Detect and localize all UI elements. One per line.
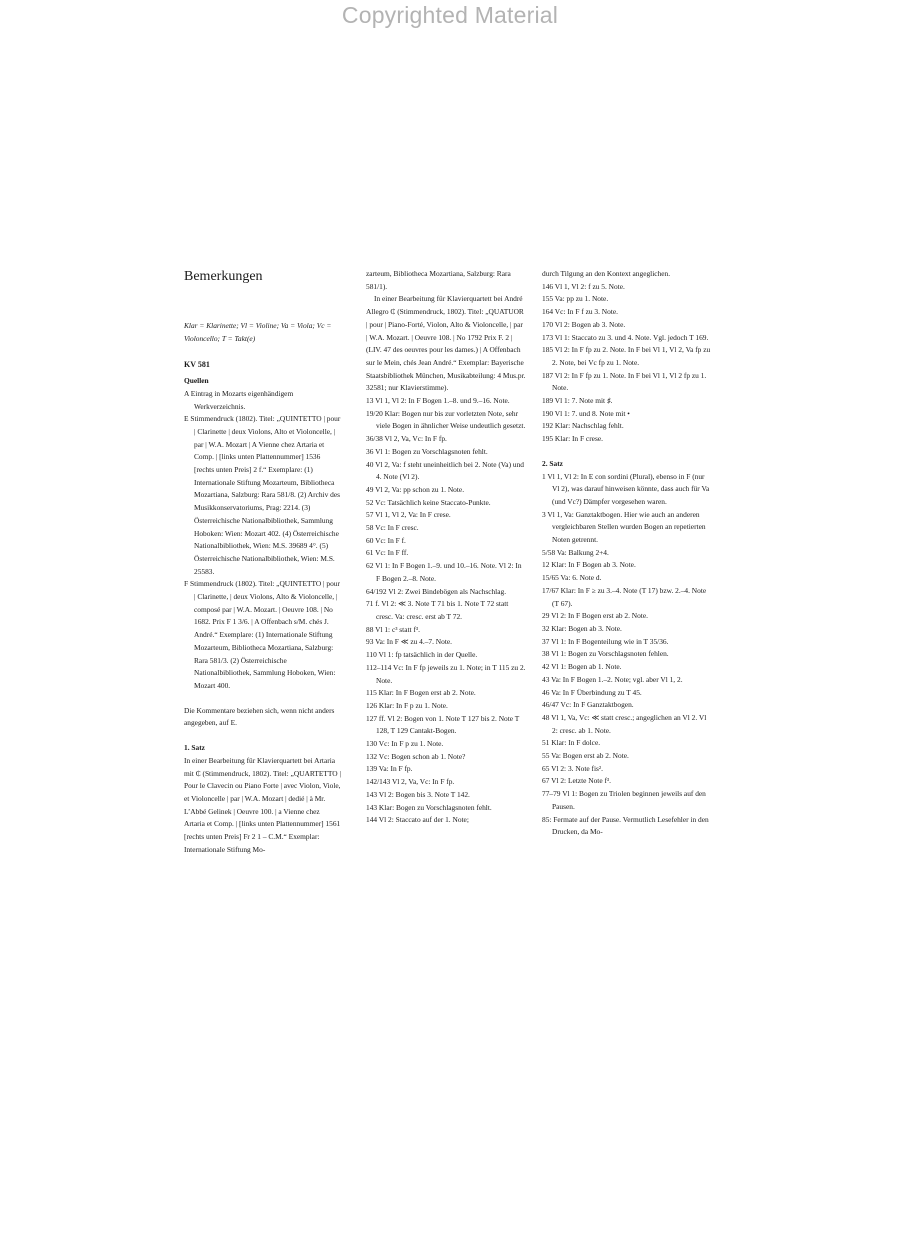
annotation-item: 57 Vl 1, Vl 2, Va: In F crese. xyxy=(366,510,451,520)
column-3 xyxy=(542,268,712,839)
annotation-item: 173 Vl 1: Staccato zu 3. und 4. Note. Vgl. jedoch T 169. xyxy=(542,332,709,342)
annotation-item: 155 Va: pp zu 1. Note. xyxy=(542,294,609,304)
annotation-item: 43 Va: In F Bogen 1.–2. Note; vgl. aber Vl 1, 2. xyxy=(542,674,683,684)
source-e: E Stimmendruck (1802). Titel: „QUINTETTO | pour | Clarinette | deux Violons, Alto et Violoncelle, | par | W.A. Mozart | A Vienne chez Artaria et Comp. | [links unten Plattennummer] 1536 [rechts unten Preis] 2 f.“ Exemplare: (1) Internationale Stiftung Mozarteum, Bibliotheca Mozartiana, Salzburg: Rara 581/8. (2) Archiv des Musikkonservatoriums, Prag: 2214. (3) Österreichische Nationalbibliothek, Sammlung Hoboken: Wien: Mozart 402. (4) Österreichische Nationalbibliothek, Wien: M.S. 39689 4°. (5) Österreichische Nationalbibliothek, Wien: M.S. 25583. xyxy=(184,414,341,576)
satz1-text: In einer Bearbeitung für Klavierquartett bei Artaria mit ₵ (Stimmendruck, 1802). Titel: „QUARTETTO | Pour le Clavecin ou Piano Forte | avec Violon, Viole, et Violoncelle | par | W.A. Mozart | dedié | à Mr. L’Abbé Gelinek | Oeuvre 100. | a Vienne chez Artaria et Comp. | [links unten Plattennummer] 1561 [rechts unten Preis] Fr 2 1 – C.M.“ Exemplar: Internationale Stiftung Mo- xyxy=(184,755,341,854)
annotation-item: 36/38 Vl 2, Va, Vc: In F fp. xyxy=(366,434,447,444)
column-1 xyxy=(184,268,342,856)
annotation-item: 1 Vl 1, Vl 2: In E con sordini (Plural), ebenso in F (nur Vl 2), was darauf hinweisen könnte, dass auch für Va (und Vc?) Dämpfer vorgesehen waren. xyxy=(542,471,710,506)
work-number: KV 581 xyxy=(184,360,210,370)
annotation-item: 115 Klar: In F Bogen erst ab 2. Note. xyxy=(366,688,476,698)
annotation-item: 143 Vl 2: Bogen bis 3. Note T 142. xyxy=(366,789,470,799)
annotation-item: 13 Vl 1, Vl 2: In F Bogen 1.–8. und 9.–16. Note. xyxy=(366,396,510,406)
sources-title: Quellen xyxy=(184,376,209,386)
source-f: F Stimmendruck (1802). Titel: „QUINTETTO | pour | Clarinette, | deux Violons, Alto & Violoncelle, | composé par | W.A. Mozart. | Oeuvre 108. | No 1682. Prix F 1 3/6. | A Offenbach s/M. chés J. André.“ Exemplare: (1) Internationale Stiftung Mozarteum, Bibliotheca Mozartiana, Salzburg: Rara 581/3. (2) Österreichische Nationalbibliothek, Sammlung Hoboken, Wien: Mozart 400. xyxy=(184,579,340,690)
annotation-item: 32 Klar: Bogen ab 3. Note. xyxy=(542,623,622,633)
annotation-item: 48 Vl 1, Va, Vc: ≪ statt cresc.; angeglichen an Vl 2. Vl 2: cresc. ab 1. Note. xyxy=(542,712,707,735)
annotation-list xyxy=(366,395,526,827)
annotation-item: 12 Klar: In F Bogen ab 3. Note. xyxy=(542,560,636,570)
annotation-item: 5/58 Va: Balkung 2+4. xyxy=(542,547,609,557)
annotation-item: 190 Vl 1: 7. und 8. Note mit • xyxy=(542,408,630,418)
annotation-item: 189 Vl 1: 7. Note mit ♯. xyxy=(542,396,613,406)
annotation-item: 143 Klar: Bogen zu Vorschlagsnoten fehlt. xyxy=(366,802,492,812)
annotation-item: 46/47 Vc: In F Ganztaktbogen. xyxy=(542,700,634,710)
annotation-item: 185 Vl 2: In F fp zu 2. Note. In F bei Vl 1, Vl 2, Va fp zu 2. Note, bei Vc fp zu 1. Note. xyxy=(542,345,711,367)
annotation-item: 62 Vl 1: In F Bogen 1.–9. und 10.–16. Note. Vl 2: In F Bogen 2.–8. Note. xyxy=(366,561,522,583)
watermark: Copyrighted Material xyxy=(341,2,559,28)
annotation-item: 93 Va: In F ≪ zu 4.–7. Note. xyxy=(366,637,453,647)
annotation-item: 195 Klar: In F crese. xyxy=(542,434,603,444)
annotation-item: 164 Vc: In F f zu 3. Note. xyxy=(542,307,619,317)
annotation-item: 52 Vc: Tatsächlich keine Staccato-Punkte. xyxy=(366,497,491,507)
annotation-item: 67 Vl 2: Letzte Note f³. xyxy=(542,776,611,786)
paragraph: In einer Bearbeitung für Klavierquartett bei André Allegro ₵ (Stimmendruck, 1802). Titel: „QUATUOR | pour | Piano-Forté, Violon, Alto & Violoncelle, | par | W.A. Mozart. | Oeuvre 108. | No 1792 Prix F. 2 | (LIV. 47 des oeuvres pour les dames.) | A Offenbach sur le Mein, chés Jean André.“ Exemplar: Bayerische Staatsbibliothek München, Musikabteilung: 4 Mus.pr. 32581; nur Klavierstimme). xyxy=(366,294,526,393)
annotation-item: 58 Vc: In F cresc. xyxy=(366,523,419,533)
paragraph: durch Tilgung an den Kontext angeglichen. xyxy=(542,269,671,278)
annotation-item: 192 Klar: Nachschlag fehlt. xyxy=(542,421,624,431)
annotation-item: 127 ff. Vl 2: Bogen von 1. Note T 127 bis 2. Note T 128, T 129 Cantakt-Bogen. xyxy=(366,713,520,736)
annotation-item: 37 Vl 1: In F Bogenteilung wie in T 35/36. xyxy=(542,636,669,646)
satz2-title: 2. Satz xyxy=(542,458,563,468)
annotation-item: 142/143 Vl 2, Va, Vc: In F fp. xyxy=(366,777,455,787)
annotation-item: 36 Vl 1: Bogen zu Vorschlagsnoten fehlt. xyxy=(366,446,488,456)
annotation-item: 170 Vl 2: Bogen ab 3. Note. xyxy=(542,319,626,329)
annotation-item: 61 Vc: In F ff. xyxy=(366,548,409,558)
annotation-item: 19/20 Klar: Bogen nur bis zur vorletzten Note, sehr viele Bogen in ähnlicher Weise undeutlich gesetzt. xyxy=(366,408,526,431)
annotation-item: 46 Va: In F Überbindung zu T 45. xyxy=(542,687,642,697)
annotation-item: 130 Vc: In F p zu 1. Note. xyxy=(366,739,444,749)
annotation-item: 40 Vl 2, Va: f steht uneinheitlich bei 2. Note (Va) und 4. Note (Vl 2). xyxy=(366,459,524,482)
annotation-item: 51 Klar: In F dolce. xyxy=(542,738,601,748)
annotation-item: 71 f. Vl 2: ≪ 3. Note T 71 bis 1. Note T 72 statt cresc. Va: cresc. erst ab T 72. xyxy=(366,599,509,621)
annotation-item: 77–79 Vl 1: Bogen zu Triolen beginnen jeweils auf den Pausen. xyxy=(542,789,706,811)
annotation-item: 144 Vl 2: Staccato auf der 1. Note; xyxy=(366,815,469,825)
annotation-item: 55 Va: Bogen erst ab 2. Note. xyxy=(542,751,629,761)
annotation-item: 132 Vc: Bogen schon ab 1. Note? xyxy=(366,751,466,761)
annotation-item: 110 Vl 1: fp tatsächlich in der Quelle. xyxy=(366,650,478,660)
annotation-item: 38 Vl 1: Bogen zu Vorschlagsnoten fehlen. xyxy=(542,649,669,659)
annotation-item: 187 Vl 2: In F fp zu 1. Note. In F bei Vl 1, Vl 2 fp zu 1. Note. xyxy=(542,370,707,393)
page-heading: Bemerkungen xyxy=(184,269,263,284)
paragraph: zarteum, Bibliotheca Mozartiana, Salzburg: Rara 581/1). xyxy=(366,269,511,291)
abbreviations: Klar = Klarinette; Vl = Violine; Va = Viola; Vc = Violoncello; T = Takt(e) xyxy=(184,321,332,343)
annotation-item: 42 Vl 1: Bogen ab 1. Note. xyxy=(542,662,622,672)
annotation-item: 60 Vc: In F f. xyxy=(366,535,406,545)
annotation-item: 85: Fermate auf der Pause. Vermutlich Lesefehler in den Drucken, da Mo- xyxy=(542,814,709,837)
annotation-item: 3 Vl 1, Va: Ganztaktbogen. Hier wie auch an anderen vergleichbaren Stellen wurden Bogen an repetierten Noten getrennt. xyxy=(542,509,706,545)
annotation-list xyxy=(542,471,712,839)
annotation-item: 49 Vl 2, Va: pp schon zu 1. Note. xyxy=(366,484,465,494)
comment-note: Die Kommentare beziehen sich, wenn nicht anders angegeben, auf E. xyxy=(184,705,335,728)
annotation-item: 29 Vl 2: In F Bogen erst ab 2. Note. xyxy=(542,611,648,621)
annotation-item: 17/67 Klar: In F ≥ zu 3.–4. Note (T 17) bzw. 2.–4. Note (T 67). xyxy=(542,585,707,608)
annotation-item: 146 Vl 1, Vl 2: f zu 5. Note. xyxy=(542,281,625,291)
satz1-title: 1. Satz xyxy=(184,743,205,753)
annotation-item: 64/192 Vl 2: Zwei Bindebögen als Nachschlag. xyxy=(366,586,507,596)
annotation-item: 88 Vl 1: c³ statt f³. xyxy=(366,624,420,634)
column-2 xyxy=(366,268,526,827)
annotation-item: 139 Va: In F fp. xyxy=(366,764,413,774)
annotation-item: 65 Vl 2: 3. Note fis². xyxy=(542,763,603,773)
annotation-item: 126 Klar: In F p zu 1. Note. xyxy=(366,700,448,710)
annotation-list xyxy=(542,281,712,446)
annotation-item: 112–114 Vc: In F fp jeweils zu 1. Note; in T 115 zu 2. Note. xyxy=(366,662,526,685)
source-a: A Eintrag in Mozarts eigenhändigem Werkverzeichnis. xyxy=(184,388,294,411)
annotation-item: 15/65 Va: 6. Note d. xyxy=(542,573,602,583)
